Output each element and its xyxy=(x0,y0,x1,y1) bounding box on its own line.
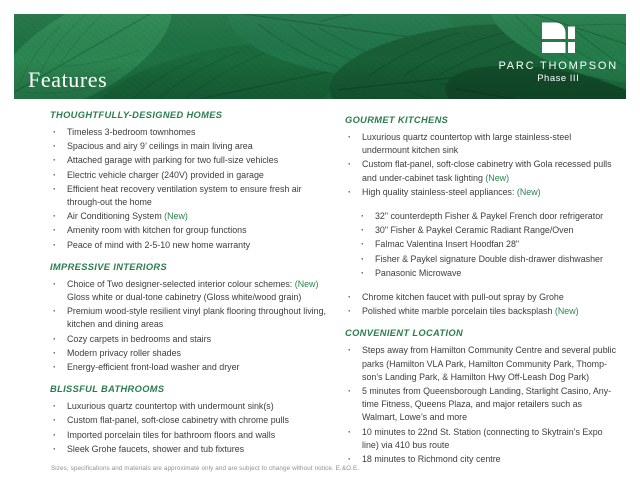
feature-item xyxy=(345,131,617,157)
new-badge: (New) xyxy=(514,186,541,197)
feature-item xyxy=(50,333,328,346)
feature-text: Sleek Grohe faucets, shower and tub fixtures xyxy=(67,443,245,454)
feature-text: Spacious and airy 9’ ceilings in main living area xyxy=(67,141,253,152)
section-homes xyxy=(50,110,328,252)
feature-list xyxy=(50,400,328,456)
feature-item xyxy=(345,305,617,318)
feature-item xyxy=(345,186,617,199)
feature-text: Fisher & Paykel signature Double dish-drawer dishwasher xyxy=(375,253,603,264)
feature-text: 30" Fisher & Paykel Ceramic Radiant Range/Oven xyxy=(375,225,574,236)
feature-item xyxy=(50,414,328,427)
feature-item xyxy=(50,239,328,252)
feature-text: 5 minutes from Queensborough Landing, Starlight Casino, Any-time Fitness, Queens Plaza, and major retailers such as Walmart, Lowe’s and more xyxy=(362,386,612,423)
parc-thompson-logo-icon xyxy=(542,22,575,54)
section-heading-location: CONVENIENT LOCATION xyxy=(345,328,464,339)
page-title: Features xyxy=(28,67,108,92)
feature-text: 18 minutes to Richmond city centre xyxy=(362,454,501,465)
feature-subitem xyxy=(345,238,617,251)
footer-disclaimer: Sizes, specifications and materials are approximate only and are subject to change without notice. E.&O.E. xyxy=(51,465,360,472)
new-badge: (New) xyxy=(482,172,510,183)
feature-text: Amenity room with kitchen for group functions xyxy=(67,225,247,236)
feature-item xyxy=(50,400,328,413)
feature-text: Air Conditioning System xyxy=(67,211,162,222)
feature-item xyxy=(50,183,328,209)
header-banner xyxy=(14,14,626,99)
feature-subitem xyxy=(345,224,617,237)
feature-text: Energy-efficient front-load washer and dryer xyxy=(67,362,240,373)
feature-text: Custom flat-panel, soft-close cabinetry with Gola recessed pulls and under-cabinet task lighting xyxy=(362,159,612,183)
left-column xyxy=(50,110,328,466)
feature-text: Luxurious quartz countertop with large stainless-steel undermount kitchen sink xyxy=(362,132,572,156)
feature-text: Cozy carpets in bedrooms and stairs xyxy=(67,333,212,344)
feature-subitem xyxy=(345,267,617,280)
section-bathrooms xyxy=(50,384,328,456)
feature-item xyxy=(50,154,328,167)
feature-text: Custom flat-panel, soft-close cabinetry with chrome pulls xyxy=(67,415,289,426)
feature-item xyxy=(50,278,328,304)
feature-item xyxy=(50,305,328,331)
section-heading-homes: THOUGHTFULLY-DESIGNED HOMES xyxy=(50,110,223,120)
section-heading-interiors: IMPRESSIVE INTERIORS xyxy=(50,261,168,272)
brand-name: PARC THOMPSON xyxy=(498,60,618,72)
section-heading-kitchens: GOURMET KITCHENS xyxy=(345,115,449,125)
feature-text: Premium wood-style resilient vinyl plank flooring throughout living, kitchen and dining areas xyxy=(67,306,326,330)
feature-list xyxy=(50,126,328,252)
feature-text: Peace of mind with 2-5-10 new home warranty xyxy=(67,239,251,250)
feature-text: Imported porcelain tiles for bathroom floors and walls xyxy=(67,429,276,440)
feature-item xyxy=(345,291,617,304)
feature-subitem xyxy=(345,210,617,223)
feature-list xyxy=(345,344,617,466)
feature-text: 10 minutes to 22nd St. Station (connecting to Skytrain’s Expo line) via 410 bus route xyxy=(362,426,603,450)
feature-item xyxy=(345,158,617,184)
brand-block xyxy=(498,22,618,84)
feature-text: Panasonic Microwave xyxy=(375,267,462,278)
feature-item xyxy=(345,453,617,466)
feature-subitem xyxy=(345,253,617,266)
section-location xyxy=(345,328,617,466)
feature-item xyxy=(50,169,328,182)
right-column xyxy=(345,115,617,476)
feature-text: Polished white marble porcelain tiles backsplash xyxy=(362,306,553,317)
feature-text: Chrome kitchen faucet with pull-out spray by Grohe xyxy=(362,292,564,303)
feature-item xyxy=(50,347,328,360)
feature-text: Attached garage with parking for two full-size vehicles xyxy=(67,155,279,166)
feature-item xyxy=(50,210,328,223)
feature-text: Timeless 3-bedroom townhomes xyxy=(67,127,196,137)
feature-text: Luxurious quartz countertop with undermount sink(s) xyxy=(67,401,274,412)
feature-item xyxy=(50,429,328,442)
new-badge: (New) xyxy=(161,211,188,222)
feature-text: Electric vehicle charger (240V) provided in garage xyxy=(67,169,264,180)
feature-item xyxy=(345,426,617,452)
feature-item xyxy=(345,344,617,384)
feature-item xyxy=(50,126,328,139)
section-interiors xyxy=(50,262,328,374)
section-heading-bathrooms: BLISSFUL BATHROOMS xyxy=(50,384,165,395)
feature-text: Choice of Two designer-selected interior colour schemes: xyxy=(67,278,293,289)
section-kitchens xyxy=(345,115,617,318)
feature-text: High quality stainless-steel appliances: xyxy=(362,186,515,197)
feature-item xyxy=(50,140,328,153)
feature-list xyxy=(50,278,328,374)
feature-item xyxy=(345,385,617,425)
feature-text: 32" counterdepth Fisher & Paykel French door refrigerator xyxy=(375,211,604,222)
new-badge: (New) xyxy=(552,306,579,317)
new-badge: (New) xyxy=(292,278,319,289)
feature-text-continued: Gloss white or dual-tone cabinetry (Gloss white/wood grain) xyxy=(67,292,302,303)
feature-text: Modern privacy roller shades xyxy=(67,347,181,358)
feature-item xyxy=(50,361,328,374)
feature-text: Steps away from Hamilton Community Centre and several public parks (Hamilton VLA Park, Hamilton Community Park, Thomp-son’s Landing Park, & Hamilton Hwy Off-Leash Dog Park) xyxy=(362,345,617,382)
brand-phase: Phase III xyxy=(537,73,580,84)
feature-item xyxy=(50,224,328,237)
feature-text: Falmac Valentina Insert Hoodfan 28" xyxy=(375,239,520,250)
feature-list xyxy=(345,131,617,318)
feature-text: Efficient heat recovery ventilation system to ensure fresh air through-out the home xyxy=(67,183,302,208)
feature-item xyxy=(50,443,328,456)
